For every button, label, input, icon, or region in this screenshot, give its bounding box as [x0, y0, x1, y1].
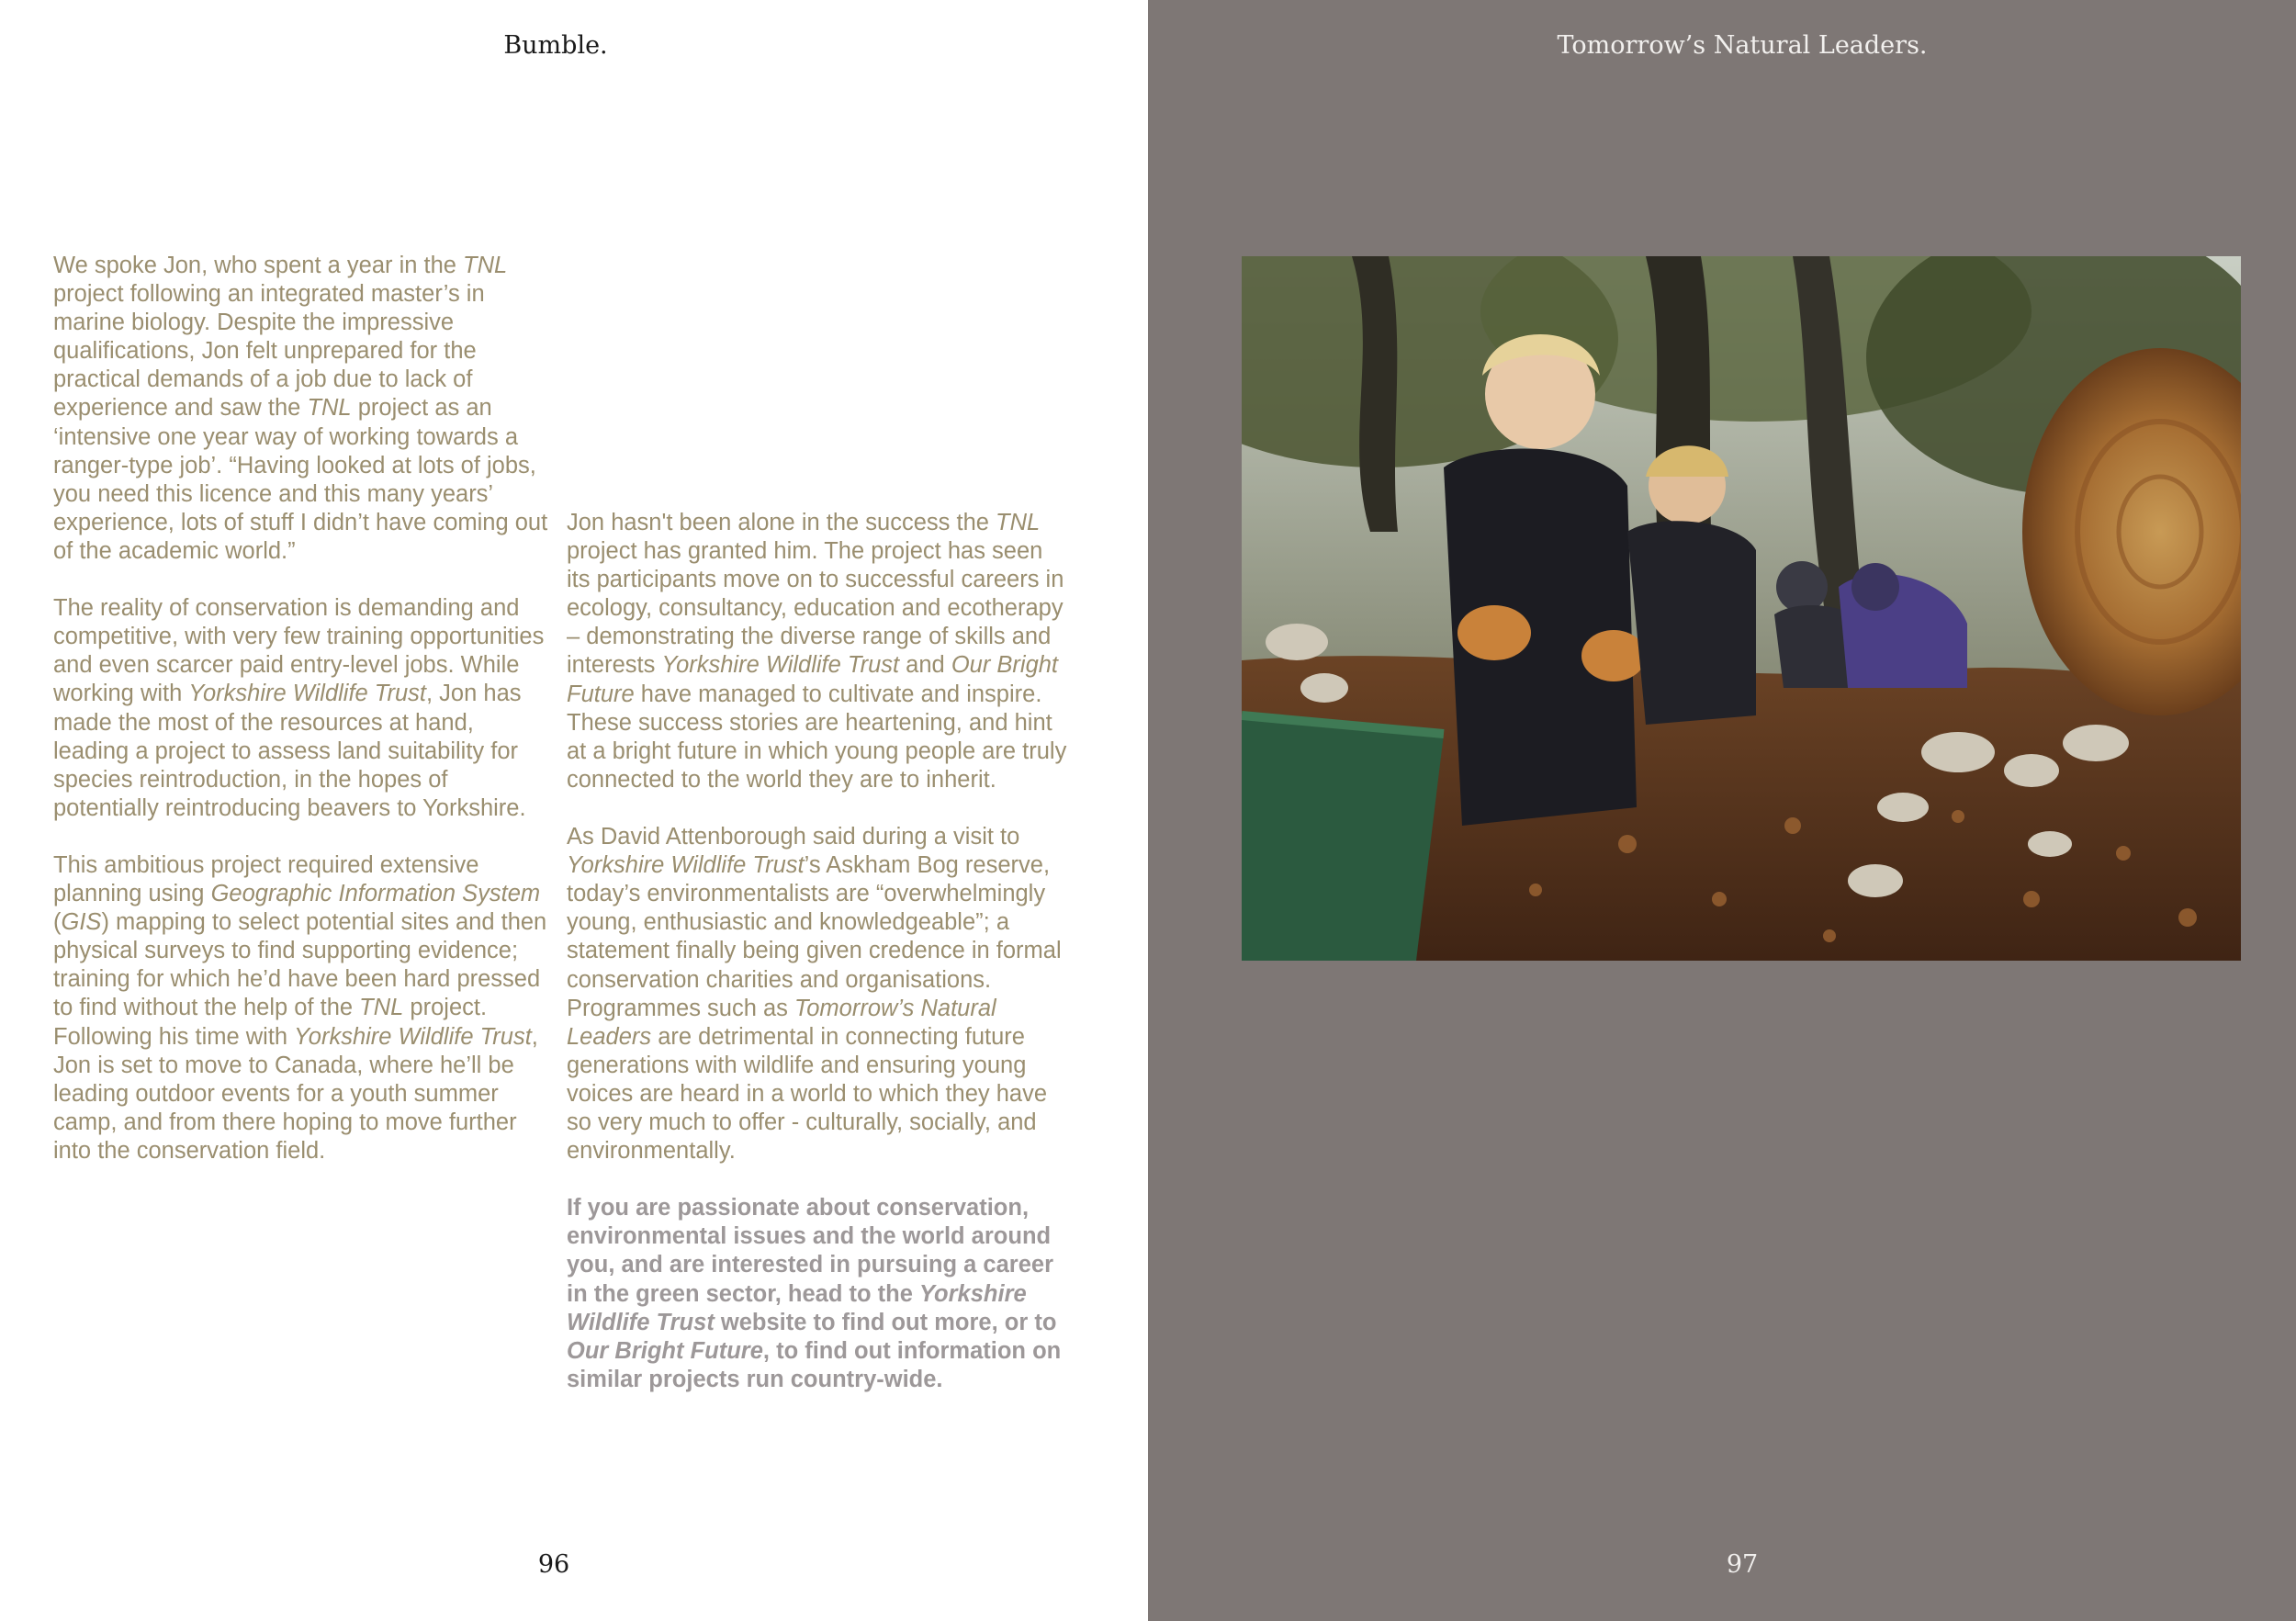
running-head-right: Tomorrow’s Natural Leaders. [1557, 31, 1928, 60]
photo-icon [1242, 256, 2241, 961]
paragraph: Jon hasn't been alone in the success the TNL project has granted him. The project has seen its participants move on to successful careers in ecology, consultancy, education and ecotherapy – demonstrating the diverse range of skills and interests Yorkshire Wildlife Trust and Our Bright Future have managed to cultivate and inspire. These success stories are heartening, and hint at a bright future in which young people are truly connected to the world they are to inherit. [567, 510, 1067, 793]
paragraph: This ambitious project required extensive planning using Geographic Information System (GIS) mapping to select potential sites and then physical surveys to find supporting evidence; training for which he’d have been hard pressed to find without the help of the TNL project. Following his time with Yorkshire Wildlife Trust, Jon is set to move to Canada, where he’ll be leading outdoor events for a youth summer camp, and from there hoping to move further into the conservation field. [53, 851, 547, 1164]
article-column-1 [53, 252, 554, 1194]
article-column-2 [567, 509, 1067, 1423]
photo-volunteers-planting [1242, 256, 2241, 961]
paragraph: As David Attenborough said during a visit to Yorkshire Wildlife Trust’s Askham Bog reserve, today’s environmentalists are “overwhelmingly young, enthusiastic and knowledgeable”; a statement finally being given credence in formal conservation charities and organisations. Programmes such as Tomorrow’s Natural Leaders are detrimental in connecting future generations with wildlife and ensuring young voices are heard in a world to which they have so very much to offer - culturally, socially, and environmentally. [567, 824, 1062, 1165]
page-number-right: 97 [1726, 1550, 1759, 1579]
paragraph: We spoke Jon, who spent a year in the TNL project following an integrated master’s in marine biology. Despite the impressive qualifications, Jon felt unprepared for the practical demands of a job due to lack of experience and saw the TNL project as an ‘intensive one year way of working towards a ranger-type job’. “Having looked at lots of jobs, you need this licence and this many years’ experience, lots of stuff I didn’t have coming out of the academic world.” [53, 253, 548, 564]
running-head-left: Bumble. [503, 31, 608, 60]
right-page [1148, 0, 2296, 1621]
call-to-action-paragraph: If you are passionate about conservation, environmental issues and the world around you, and are interested in pursuing a career in the green sector, head to the Yorkshire Wildlife Trust website to find out more, or to Our Bright Future, to find out information on similar projects run country-wide. [567, 1195, 1062, 1392]
page-number-left: 96 [537, 1550, 570, 1579]
paragraph: The reality of conservation is demanding and competitive, with very few training opportunities and even scarcer paid entry-level jobs. While working with Yorkshire Wildlife Trust, Jon has made the most of the resources at hand, leading a project to assess land suitability for species reintroduction, in the hopes of potentially reintroducing beavers to Yorkshire. [53, 595, 545, 821]
